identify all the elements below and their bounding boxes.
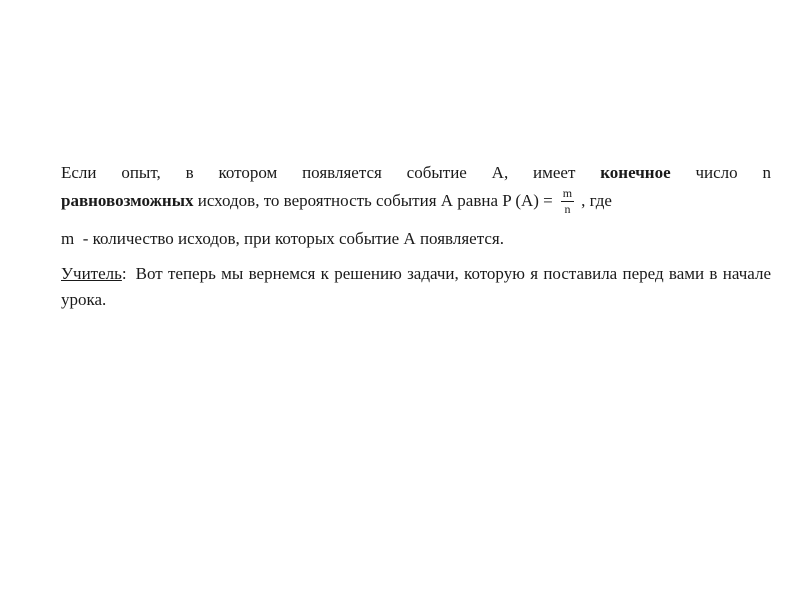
definition-text-end: число n: [670, 163, 771, 182]
probability-fraction: [561, 187, 574, 216]
definition-line-2: [61, 187, 771, 216]
speaker-label: Учитель: [61, 264, 122, 284]
bold-term-finite: конечное: [600, 163, 671, 182]
teacher-text: Вот теперь мы вернемся к решению задачи, которую я поставила перед вами в начале урока.: [61, 264, 771, 309]
definition-paragraph: [61, 160, 771, 216]
m-explanation-paragraph: m - количество исходов, при которых событие А появляется.: [61, 228, 504, 248]
speaker-colon: :: [121, 264, 127, 284]
definition-line-1: [61, 160, 771, 186]
document-body: [61, 160, 771, 312]
definition-text-where: , где: [581, 191, 612, 211]
definition-text-start: Если опыт, в котором появляется событие А, имеет: [61, 163, 601, 182]
definition-text-probability: исходов, то вероятность события А равна P (A) =: [193, 191, 553, 211]
teacher-paragraph: [61, 261, 771, 312]
fraction-numerator: m: [561, 187, 574, 202]
fraction-denominator: n: [564, 201, 571, 216]
bold-term-equiprobable: равновозможных: [61, 191, 194, 211]
